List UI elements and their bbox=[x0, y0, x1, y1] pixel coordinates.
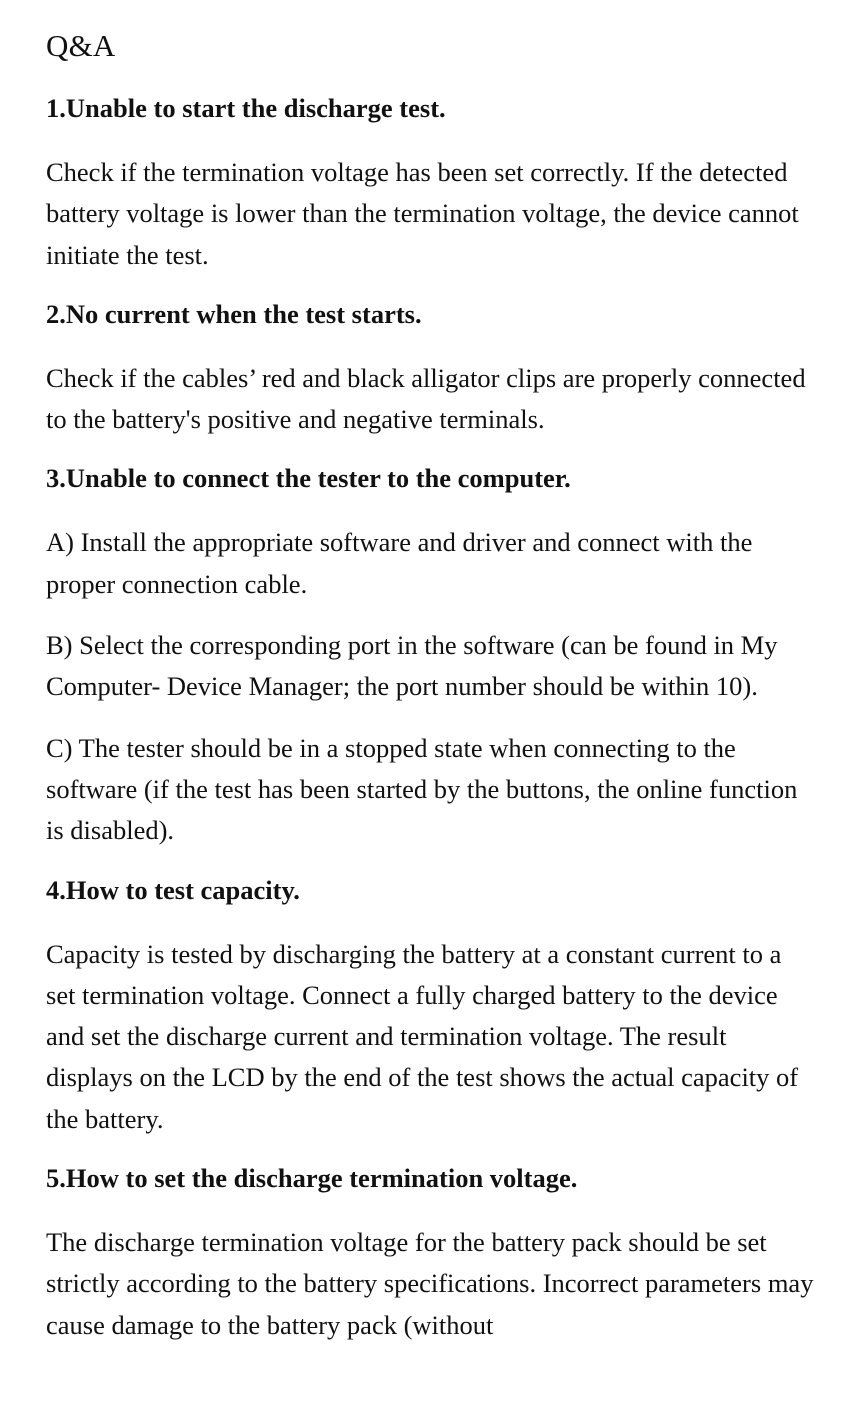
question-heading: 2.No current when the test starts. bbox=[46, 298, 422, 329]
answer-paragraph: Check if the cables’ red and black alligator clips are properly connected to the battery's positive and negative terminals. bbox=[46, 362, 806, 435]
question-heading: 3.Unable to connect the tester to the computer. bbox=[46, 463, 571, 494]
document-page bbox=[46, 24, 816, 1346]
answer-paragraph: The discharge termination voltage for the battery pack should be set strictly according to the battery specifications. Incorrect parameters may cause damage to the battery pack (without bbox=[46, 1227, 814, 1340]
answer-paragraph-a: A) Install the appropriate software and driver and connect with the proper connection cable. bbox=[46, 527, 753, 599]
document-title: Q&A bbox=[46, 28, 116, 63]
question-heading: 4.How to test capacity. bbox=[46, 874, 300, 905]
answer-paragraph-b: B) Select the corresponding port in the software (can be found in My Computer- Device Manager; the port number should be within 10). bbox=[46, 630, 778, 702]
question-heading: 5.How to set the discharge termination voltage. bbox=[46, 1163, 578, 1194]
question-heading: 1.Unable to start the discharge test. bbox=[46, 93, 446, 123]
answer-paragraph-c: C) The tester should be in a stopped state when connecting to the software (if the test has been started by the buttons, the online function is disabled). bbox=[46, 732, 798, 846]
qa-section-2 bbox=[46, 296, 816, 441]
qa-section-5 bbox=[46, 1160, 816, 1346]
answer-paragraph: Capacity is tested by discharging the battery at a constant current to a set termination voltage. Connect a fully charged battery to the device and set the discharge current and termination voltage. The result displays on the LCD by the end of the test shows the actual capacity of the battery. bbox=[46, 938, 799, 1134]
qa-section-3 bbox=[46, 460, 816, 851]
answer-paragraph: Check if the termination voltage has been set correctly. If the detected battery voltage is lower than the termination voltage, the device cannot initiate the test. bbox=[46, 157, 799, 270]
qa-section-1 bbox=[46, 90, 816, 276]
qa-section-4 bbox=[46, 872, 816, 1140]
